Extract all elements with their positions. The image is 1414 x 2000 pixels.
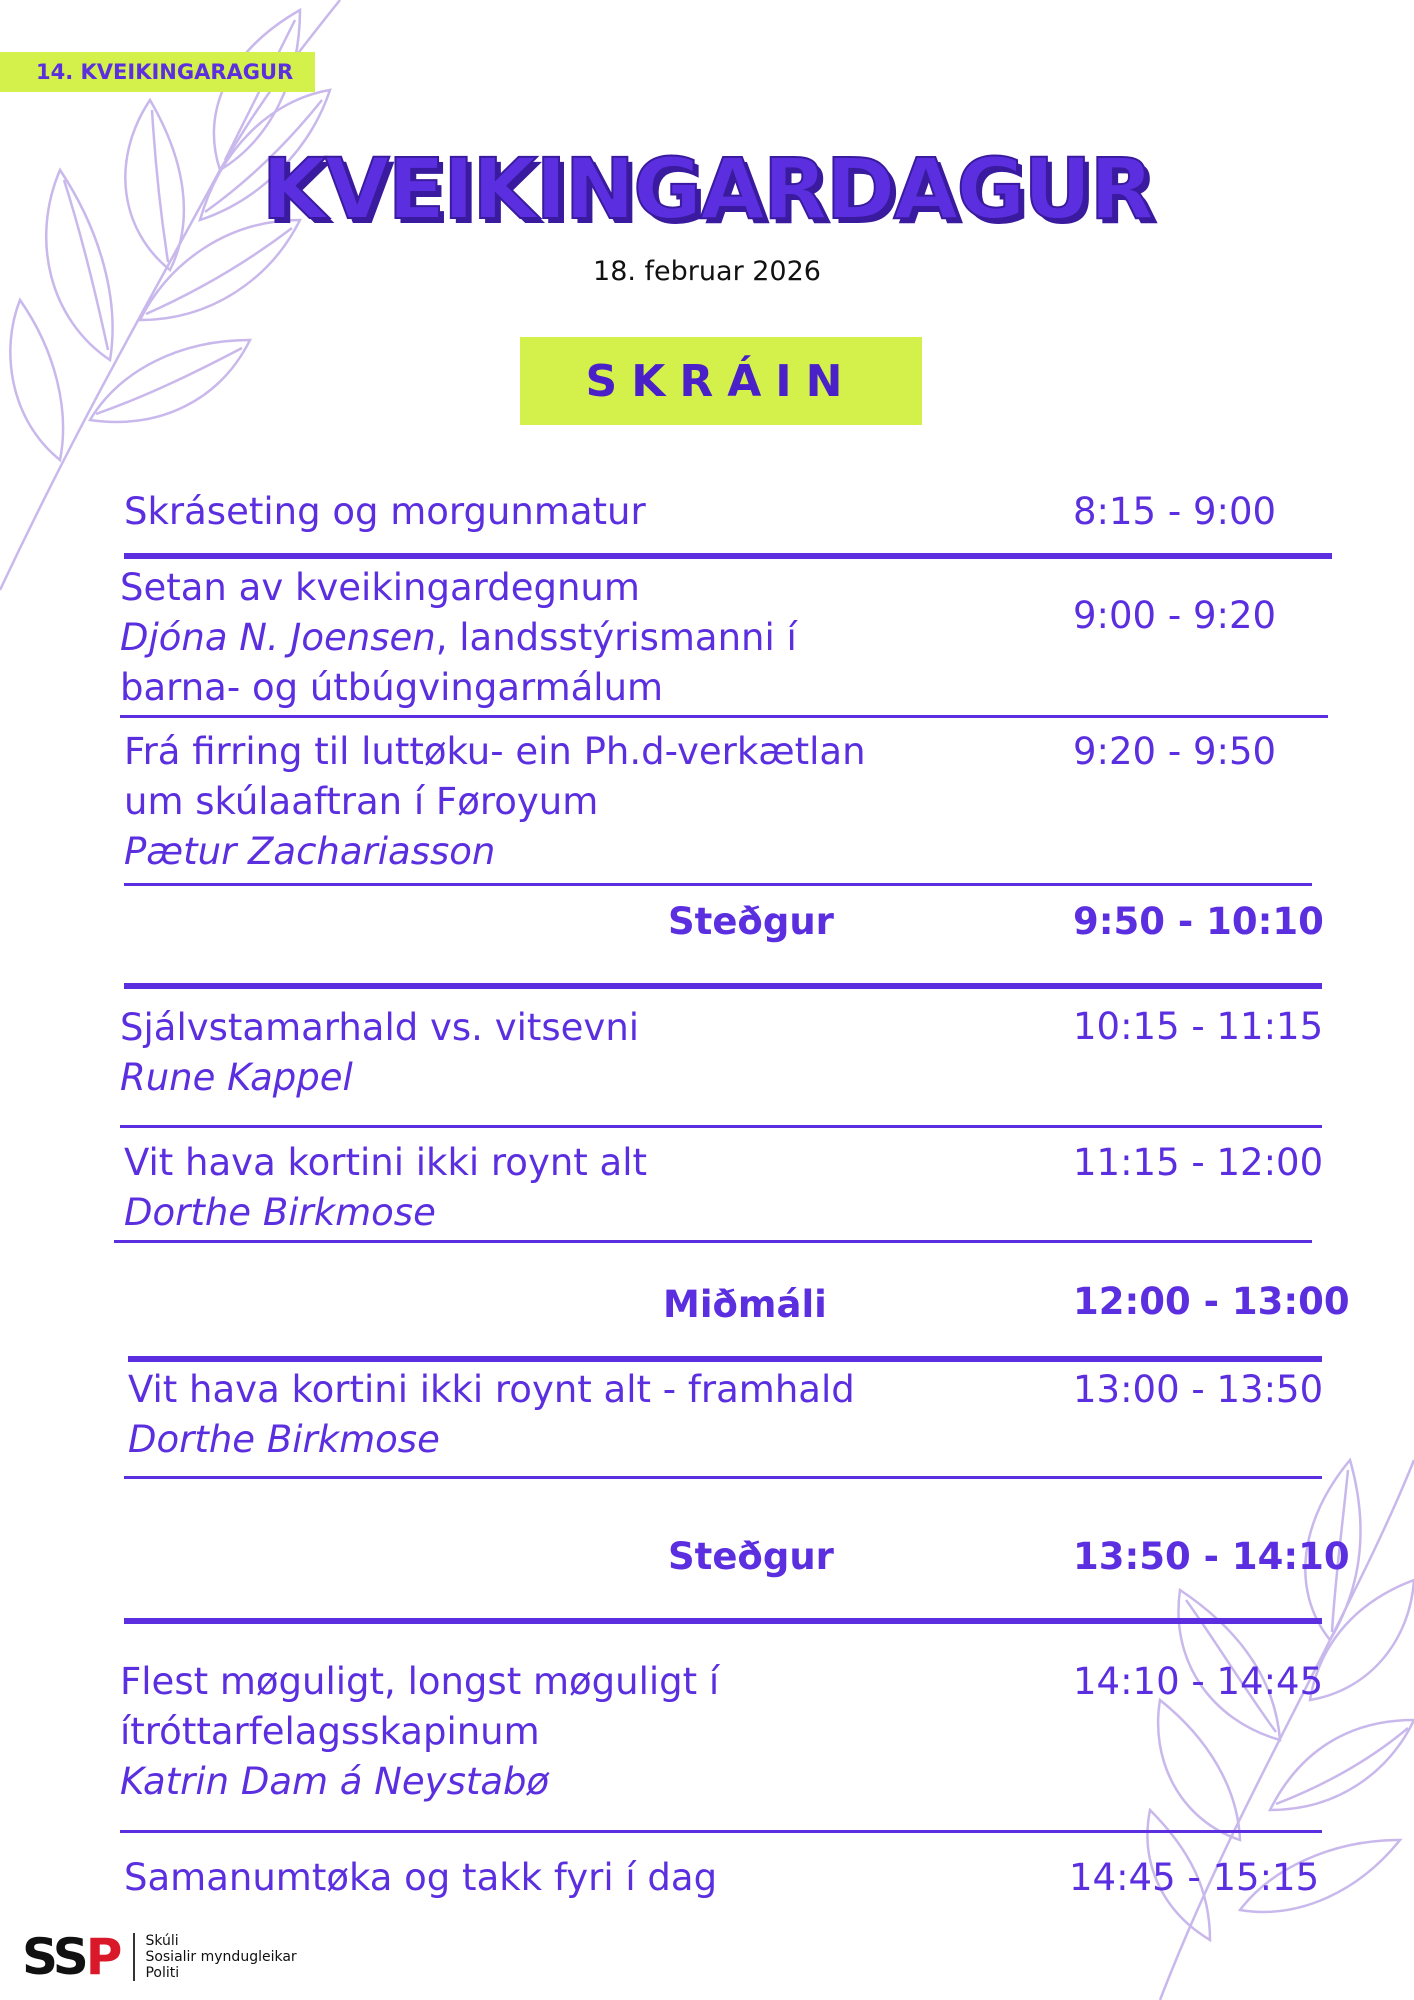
- program-time: 9:00 - 9:20: [1073, 594, 1277, 637]
- divider: [114, 1240, 1312, 1243]
- break-time: 13:50 - 14:10: [1073, 1535, 1350, 1578]
- divider: [128, 1356, 1322, 1362]
- page-title: KVEIKINGARDAGUR: [261, 140, 1153, 238]
- divider: [124, 1618, 1322, 1624]
- program-item-opening: Setan av kveikingardegnum Djóna N. Joensen, landsstýrismanni í barna- og útbúgvingarmálum: [120, 566, 797, 709]
- break-label: Steðgur: [668, 1535, 834, 1578]
- break-time: 9:50 - 10:10: [1073, 900, 1324, 943]
- program-time: 14:10 - 14:45: [1073, 1660, 1324, 1703]
- speaker-name: Dorthe Birkmose: [128, 1418, 440, 1461]
- program-item-self-control: Sjálvstamarhald vs. vitsevni Rune Kappel: [120, 1003, 639, 1103]
- program-item-closing: Samanumtøka og takk fyri í dag: [124, 1856, 718, 1899]
- break-label: Miðmáli: [663, 1283, 827, 1326]
- divider: [120, 715, 1328, 718]
- program-time: 10:15 - 11:15: [1073, 1005, 1324, 1048]
- event-tag: 14. KVEIKINGARAGUR: [0, 52, 315, 92]
- break-label: Steðgur: [668, 900, 834, 943]
- divider: [120, 1125, 1322, 1128]
- program-item-sports: Flest møguligt, longst møguligt í ítróttarfelagsskapinum Katrin Dam á Neystabø: [120, 1657, 719, 1807]
- program-item-registration: Skráseting og morgunmatur: [124, 490, 646, 533]
- divider: [124, 1476, 1322, 1479]
- ssp-logo-mark: SSP: [22, 1928, 120, 1986]
- speaker-name: Pætur Zachariasson: [124, 830, 496, 873]
- program-time: 13:00 - 13:50: [1073, 1368, 1324, 1411]
- program-time: 14:45 - 15:15: [1069, 1856, 1320, 1899]
- leaf-decoration-bottom-right: [1120, 1440, 1414, 2000]
- program-item-phd: Frá firring til luttøku- ein Ph.d-verkætlan um skúlaaftran í Føroyum Pætur Zachariasson: [124, 727, 866, 877]
- divider: [124, 553, 1332, 559]
- speaker-name: Katrin Dam á Neystabø: [120, 1760, 550, 1803]
- section-heading: SKRÁIN: [520, 337, 922, 425]
- divider: [120, 1830, 1322, 1833]
- logo-divider: [133, 1933, 135, 1981]
- event-date: 18. februar 2026: [593, 256, 821, 287]
- divider: [124, 983, 1322, 989]
- program-time: 11:15 - 12:00: [1073, 1141, 1324, 1184]
- logo-text: Skúli Sosialir myndugleikar Politi: [145, 1933, 297, 1981]
- program-item-not-tried-continued: Vit hava kortini ikki roynt alt - framhald Dorthe Birkmose: [128, 1365, 855, 1465]
- speaker-name: Dorthe Birkmose: [124, 1191, 436, 1234]
- speaker-name: Djóna N. Joensen: [120, 616, 436, 659]
- divider: [124, 883, 1312, 886]
- program-time: 8:15 - 9:00: [1073, 490, 1277, 533]
- ssp-logo: [22, 1928, 297, 1986]
- speaker-name: Rune Kappel: [120, 1056, 353, 1099]
- program-item-not-tried: Vit hava kortini ikki roynt alt Dorthe Birkmose: [124, 1138, 647, 1238]
- program-time: 9:20 - 9:50: [1073, 730, 1277, 773]
- break-time: 12:00 - 13:00: [1073, 1280, 1350, 1323]
